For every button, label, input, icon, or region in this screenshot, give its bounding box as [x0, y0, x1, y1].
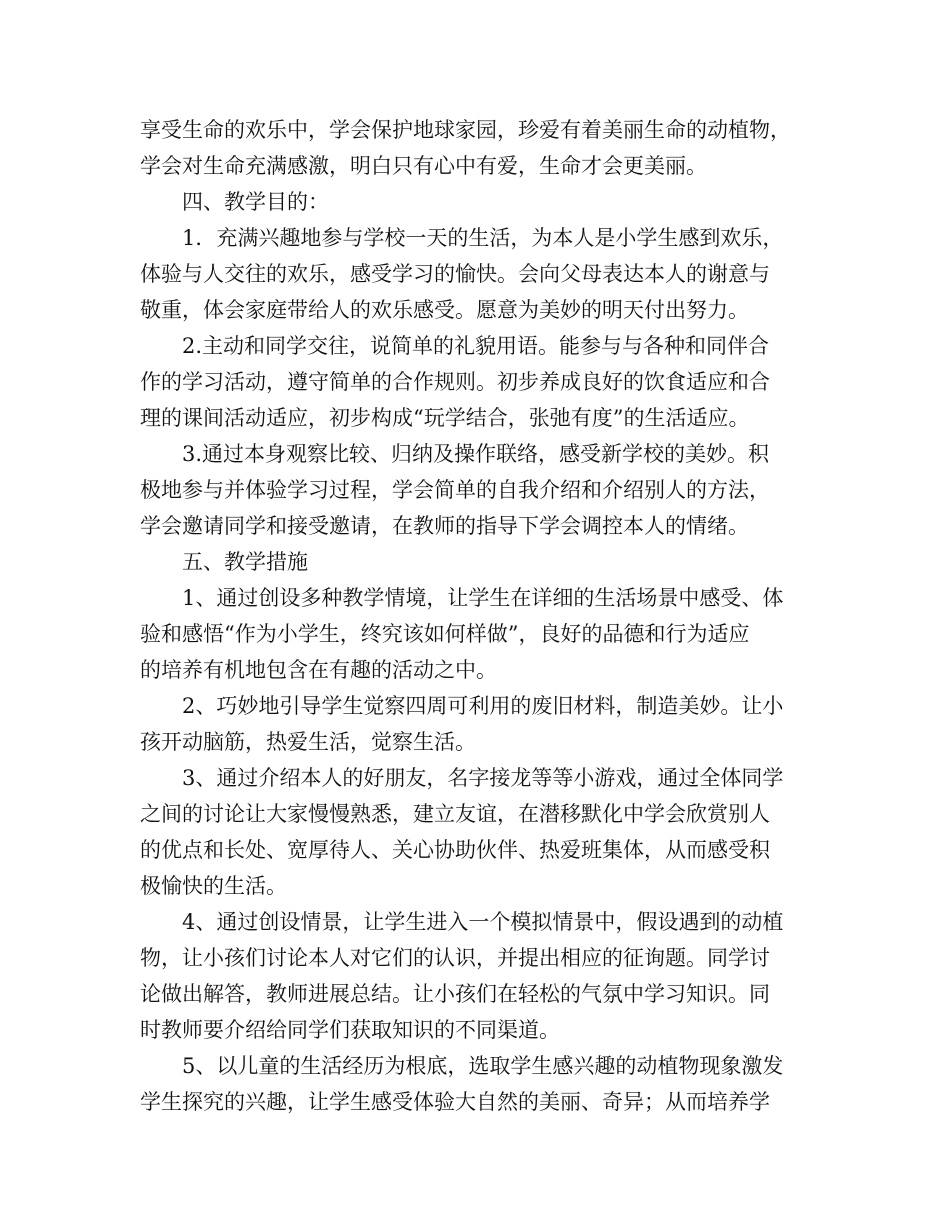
text-line: 5、以儿童的生活经历为根底，选取学生感兴趣的动植物现象激发 [182, 1054, 784, 1078]
text-line: 论做出解答，教师进展总结。让小孩们在轻松的气氛中学习知识。同 [140, 982, 770, 1006]
text-line: 作的学习活动，遵守简单的合作规则。初步养成良好的饮食适应和合 [140, 370, 770, 394]
text-line: 极愉快的生活。 [140, 874, 287, 898]
text-line: 3、通过介绍本人的好朋友，名字接龙等等小游戏，通过全体同学 [182, 766, 784, 790]
text-line: 学生探究的兴趣，让学生感受体验大自然的美丽、奇异；从而培养学 [140, 1090, 770, 1114]
text-line: 之间的讨论让大家慢慢熟悉，建立友谊，在潜移默化中学会欣赏别人 [140, 802, 770, 826]
text-line: 的培养有机地包含在有趣的活动之中。 [140, 658, 497, 682]
text-line: 验和感悟“作为小学生，终究该如何样做”，良好的品德和行为适应 [140, 622, 750, 646]
text-line: 极地参与并体验学习过程，学会简单的自我介绍和介绍别人的方法， [140, 478, 770, 502]
text-line: 物，让小孩们讨论本人对它们的认识，并提出相应的征询题。同学讨 [140, 946, 770, 970]
section-heading: 四、教学目的： [182, 190, 329, 214]
section-heading: 五、教学措施 [182, 550, 308, 574]
text-line: 时教师要介绍给同学们获取知识的不同渠道。 [140, 1018, 560, 1042]
text-line: 1、通过创设多种教学情境，让学生在详细的生活场景中感受、体 [182, 586, 784, 610]
text-line: 享受生命的欢乐中，学会保护地球家园，珍爱有着美丽生命的动植物， [140, 118, 791, 142]
text-line: 1．充满兴趣地参与学校一天的生活，为本人是小学生感到欢乐， [182, 226, 784, 250]
text-line: 体验与人交往的欢乐，感受学习的愉快。会向父母表达本人的谢意与 [140, 262, 770, 286]
text-line: 3.通过本身观察比较、归纳及操作联络，感受新学校的美妙。积 [182, 442, 770, 466]
text-line: 孩开动脑筋，热爱生活，觉察生活。 [140, 730, 476, 754]
text-line: 的优点和长处、宽厚待人、关心协助伙伴、热爱班集体，从而感受积 [140, 838, 770, 862]
text-line: 学会对生命充满感激，明白只有心中有爱，生命才会更美丽。 [140, 154, 707, 178]
text-line: 2、巧妙地引导学生觉察四周可利用的废旧材料，制造美妙。让小 [182, 694, 784, 718]
text-line: 4、通过创设情景，让学生进入一个模拟情景中，假设遇到的动植 [182, 910, 784, 934]
text-line: 敬重，体会家庭带给人的欢乐感受。愿意为美妙的明天付出努力。 [140, 298, 749, 322]
text-line: 理的课间活动适应，初步构成“玩学结合，张弛有度”的生活适应。 [140, 406, 750, 430]
text-line: 学会邀请同学和接受邀请，在教师的指导下学会调控本人的情绪。 [140, 514, 749, 538]
text-line: 2.主动和同学交往，说简单的礼貌用语。能参与与各种和同伴合 [182, 334, 770, 358]
